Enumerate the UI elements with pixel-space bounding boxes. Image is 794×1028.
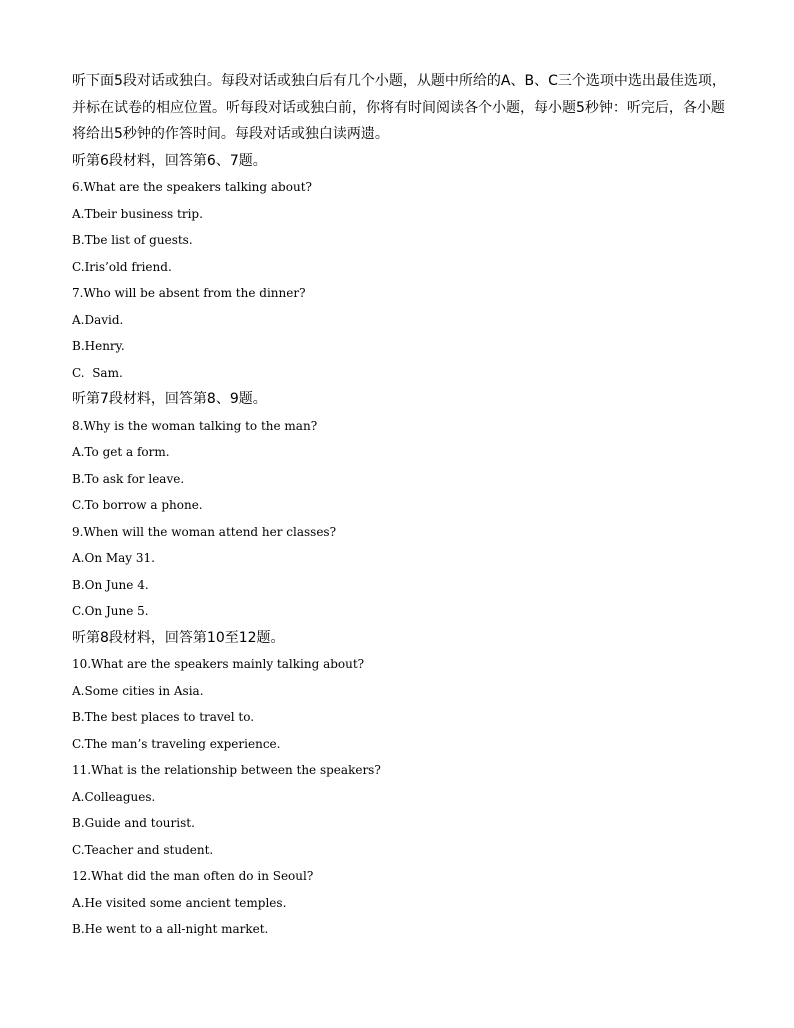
option-b: B.To ask for leave. xyxy=(72,471,185,486)
section-heading: 听第8段材料，回答第10至12题。 xyxy=(72,629,285,646)
question-text: 10.What are the speakers mainly talking about? xyxy=(72,657,365,671)
option-c: C.The man’s traveling experience. xyxy=(72,736,281,751)
question-text: 6.What are the speakers talking about? xyxy=(72,180,312,194)
section-heading: 听第6段材料，回答第6、7题。 xyxy=(72,152,267,169)
option-b: B.Guide and tourist. xyxy=(72,816,195,830)
question-text: 7.Who will be absent from the dinner? xyxy=(72,286,306,300)
option-a: A.To get a form. xyxy=(72,445,170,459)
option-c: C.To borrow a phone. xyxy=(72,498,203,512)
option-a: A.Tbeir business trip. xyxy=(72,206,203,221)
option-b: B.On June 4. xyxy=(72,577,149,592)
option-a: A.On May 31. xyxy=(72,551,155,565)
question-text: 12.What did the man often do in Seoul? xyxy=(72,869,314,883)
option-b: B.Henry. xyxy=(72,339,125,353)
option-c: C. Sam. xyxy=(72,365,123,380)
option-c: C.Iris’old friend. xyxy=(72,259,172,274)
question-text: 11.What is the relationship between the speakers? xyxy=(72,763,381,777)
option-a: A.Some cities in Asia. xyxy=(72,683,204,698)
question-text: 9.When will the woman attend her classes? xyxy=(72,524,337,539)
instructions-paragraph: 听下面5段对话或独白。每段对话或独白后有几个小题，从题中所给的A、B、C三个选项中选出最佳选项，并标在试卷的相应位置。听每段对话或独白前，你将有时间阅读各个小题，每小题5秒钟：听完后，各小题将给出5秒钟的作答时间。每段对话或独白读两遗。 xyxy=(72,73,726,142)
section-heading: 听第7段材料，回答第8、9题。 xyxy=(72,391,267,407)
option-c: C.Teacher and student. xyxy=(72,842,214,857)
option-b: B.The best places to travel to. xyxy=(72,710,255,724)
option-a: A.He visited some ancient temples. xyxy=(72,895,287,910)
exam-page xyxy=(72,68,732,943)
option-c: C.On June 5. xyxy=(72,604,149,618)
option-a: A.David. xyxy=(72,312,124,327)
option-b: B.He went to a all-night market. xyxy=(72,922,269,936)
question-text: 8.Why is the woman talking to the man? xyxy=(72,418,318,433)
option-a: A.Colleagues. xyxy=(72,789,156,804)
option-b: B.Tbe list of guests. xyxy=(72,233,193,247)
